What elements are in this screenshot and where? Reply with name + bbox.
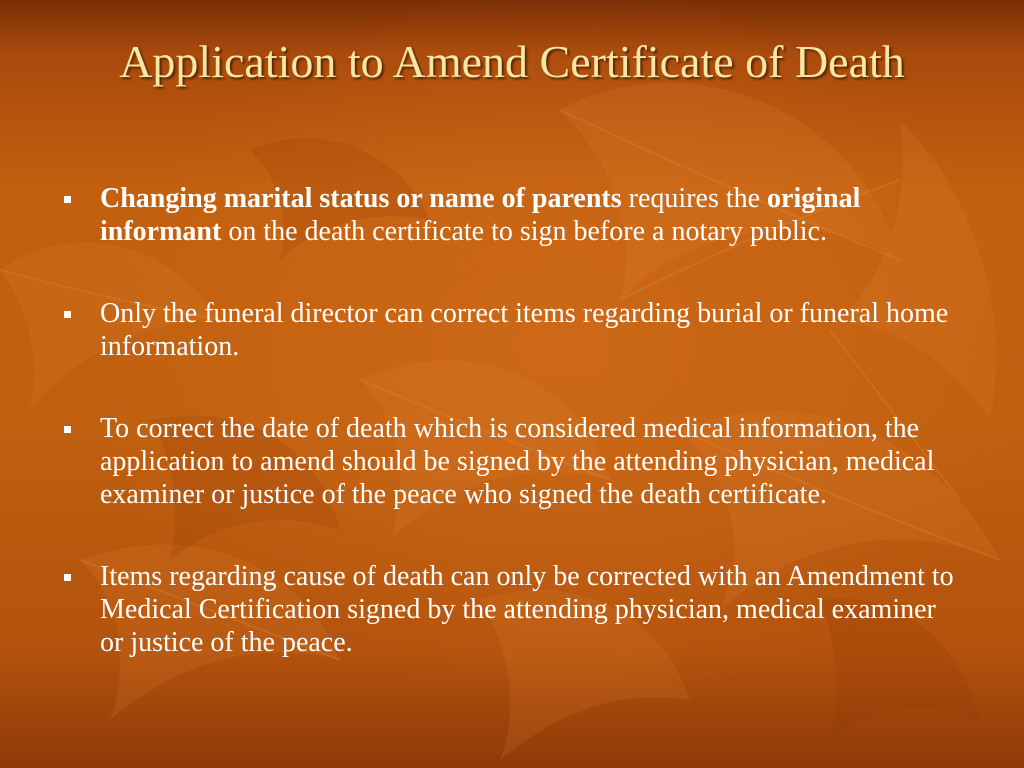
bullet-item-marital-status xyxy=(62,182,962,248)
square-bullet-icon xyxy=(64,574,71,581)
bullet-list xyxy=(62,182,962,659)
bullet-text: Items regarding cause of death can only be corrected with an Amendment to Medical Certification signed by the attending physician, medical examiner or justice of the peace. xyxy=(100,561,954,658)
bullet-bold-lead: Changing marital status or name of parents xyxy=(100,183,622,214)
bullet-text: requires the xyxy=(621,183,768,214)
square-bullet-icon xyxy=(64,426,71,433)
square-bullet-icon xyxy=(64,196,71,203)
bullet-text: Only the funeral director can correct items regarding burial or funeral home information. xyxy=(100,298,949,362)
square-bullet-icon xyxy=(64,311,71,318)
bullet-bold-mid: original informant xyxy=(100,183,861,247)
bullet-item-funeral-director xyxy=(62,297,962,363)
bullet-item-cause-of-death xyxy=(62,560,962,659)
bullet-text: To correct the date of death which is considered medical information, the application to amend should be signed by the attending physician, medical examiner or justice of the peace who signed the death certificate. xyxy=(100,413,935,510)
slide-title: Application to Amend Certificate of Death xyxy=(119,36,905,87)
bullet-item-date-of-death xyxy=(62,412,962,511)
bullet-text: on the death certificate to sign before a notary public. xyxy=(221,216,827,247)
